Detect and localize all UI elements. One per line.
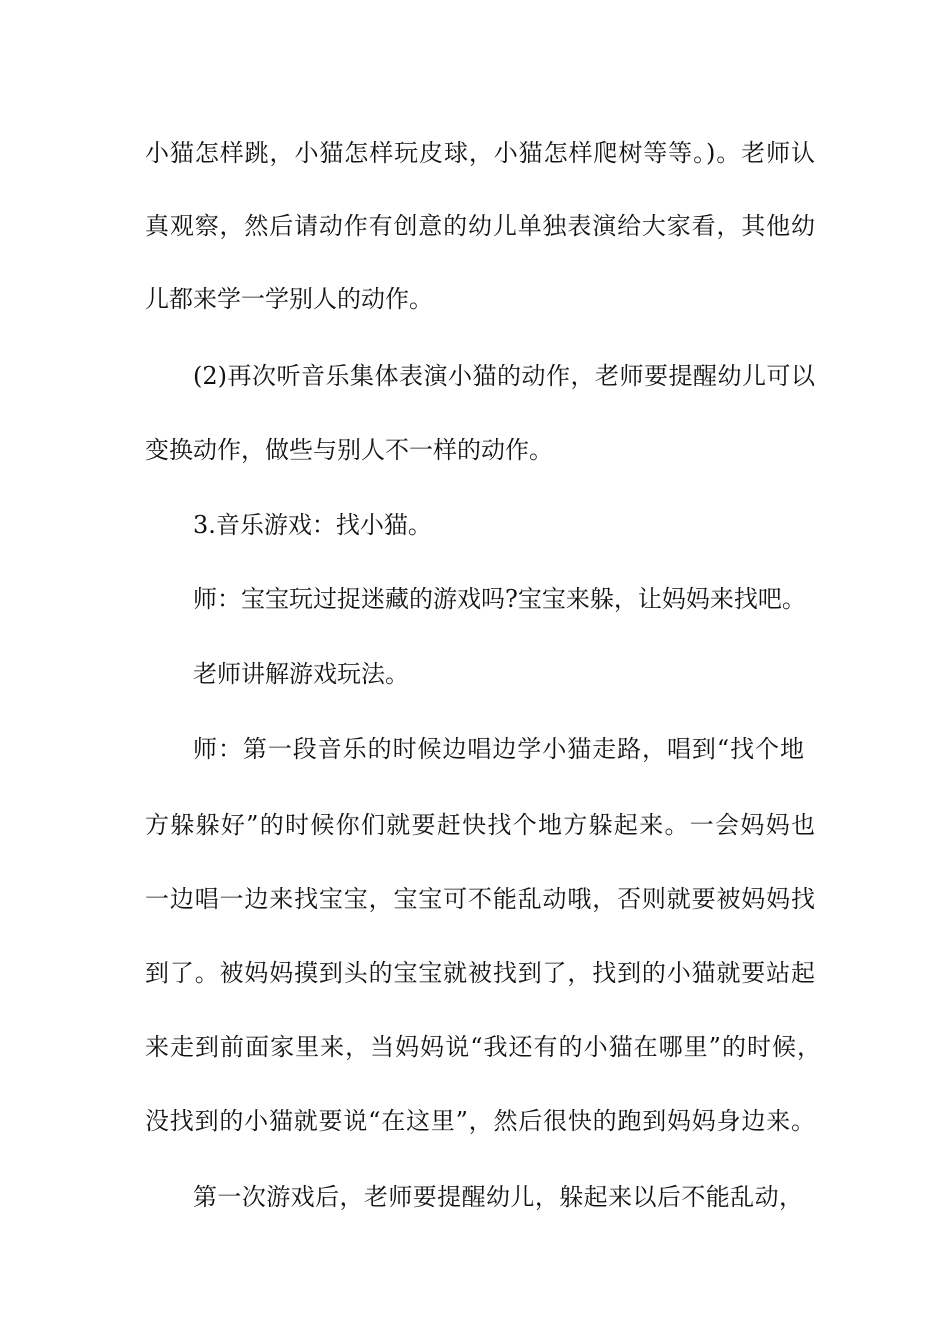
- text-line-4: (2)再次听音乐集体表演小猫的动作，老师要提醒幼儿可以: [193, 362, 815, 390]
- text-line-6: 3.音乐游戏：找小猫。: [193, 511, 432, 539]
- text-line-10: 方躲躲好”的时候你们就要赶快找个地方躲起来。一会妈妈也: [145, 811, 815, 839]
- text-line-7: 师：宝宝玩过捉迷藏的游戏吗?宝宝来躲，让妈妈来找吧。: [193, 585, 806, 613]
- text-line-3: 儿都来学一学别人的动作。: [145, 285, 433, 313]
- text-line-2: 真观察，然后请动作有创意的幼儿单独表演给大家看，其他幼: [145, 212, 815, 240]
- text-line-15: 第一次游戏后，老师要提醒幼儿，躲起来以后不能乱动，: [193, 1183, 803, 1211]
- text-line-11: 一边唱一边来找宝宝，宝宝可不能乱动哦，否则就要被妈妈找: [145, 885, 815, 913]
- text-line-9: 师：第一段音乐的时候边唱边学小猫走路，唱到“找个地: [193, 735, 804, 763]
- text-line-1: 小猫怎样跳，小猫怎样玩皮球，小猫怎样爬树等等。)。老师认: [145, 139, 815, 167]
- text-line-13: 来走到前面家里来，当妈妈说“我还有的小猫在哪里”的时候，: [145, 1033, 821, 1061]
- text-line-12: 到了。被妈妈摸到头的宝宝就被找到了，找到的小猫就要站起: [145, 959, 815, 987]
- text-line-14: 没找到的小猫就要说“在这里”，然后很快的跑到妈妈身边来。: [145, 1107, 815, 1135]
- text-line-8: 老师讲解游戏玩法。: [193, 660, 409, 688]
- text-line-5: 变换动作，做些与别人不一样的动作。: [145, 436, 553, 464]
